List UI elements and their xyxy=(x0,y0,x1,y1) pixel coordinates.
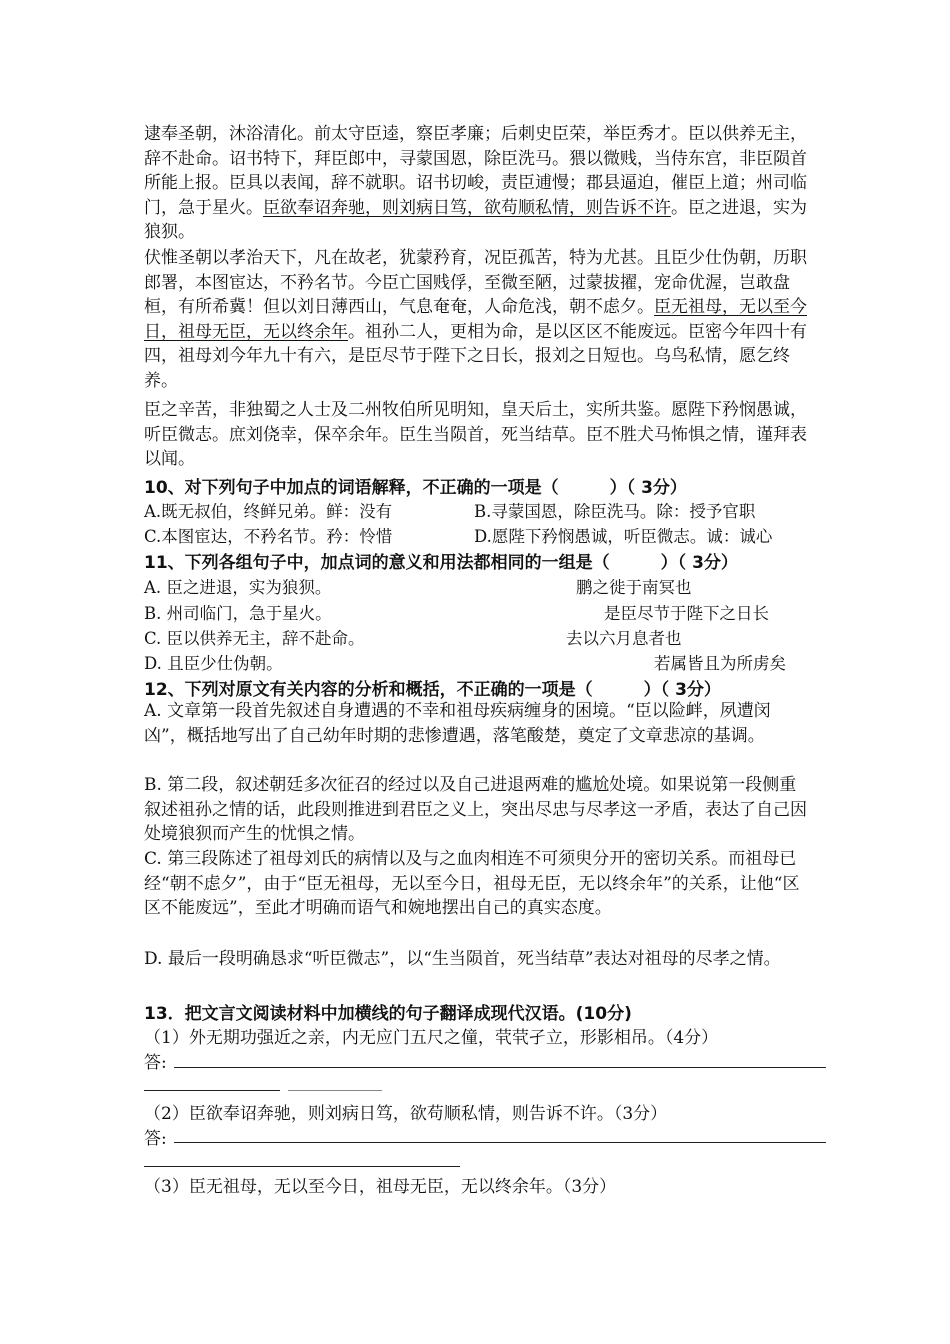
q12-option-a: A. 文章第一段首先叙述自身遭遇的不幸和祖母疾病缠身的困境。“臣以险衅，夙遭闵凶”，概括地写出了自己幼年时期的悲惨遭遇，落笔酸楚，奠定了文章悲凉的基调。 xyxy=(144,701,771,746)
passage-text: 伏惟圣朝以孝治天下，凡在故老，犹蒙矜育，况臣孤苦，特为尤甚。且臣少仕伪朝，历职郎署，本图宦达，不矜名节。今臣亡国贱俘，至微至陋，过蒙拔擢，宠命优渥，岂敢盘桓，有所希冀！但以刘日薄西山，气息奄奄，人命危浅，朝不虑夕。 xyxy=(144,248,807,318)
answer-line[interactable] xyxy=(174,1142,826,1143)
q13-sentence-2: （2）臣欲奉诏奔驰，则刘病日笃，欲苟顺私情，则告诉不许。（3分） xyxy=(144,1104,668,1124)
option-c: C.本图宦达，不矜名节。矜：怜惜 xyxy=(144,527,393,546)
answer-label: 答: xyxy=(144,1129,167,1149)
option-left: B. 州司临门，急于星火。 xyxy=(144,604,332,623)
option-a: A.既无叔伯，终鲜兄弟。鲜：没有 xyxy=(144,502,393,521)
option-left: D. 且臣少仕伪朝。 xyxy=(144,654,283,673)
answer-line[interactable] xyxy=(144,1166,460,1167)
option-right: 去以六月息者也 xyxy=(566,629,682,648)
option-right: 是臣尽节于陛下之日长 xyxy=(604,604,769,623)
passage-text: 。臣之进退，实为狼狈。 xyxy=(144,197,807,243)
passage-text: 。祖孙二人，更相为命，是以区区不能废远。臣密今年四十有四，祖母刘今年九十有六，是臣尽节于陛下之日长，报刘之日短也。乌鸟私情，愿乞终养。 xyxy=(144,321,807,391)
q12-option-c: C. 第三段陈述了祖母刘氏的病情以及与之血肉相连不可须臾分开的密切关系。而祖母已经“朝不虑夕”，由于“臣无祖母，无以至今日，祖母无臣，无以终余年”的关系，让他“区区不能废远”，至此才明确而语气和婉地摆出自己的真实态度。 xyxy=(144,849,800,919)
q13-sentence-1: （1）外无期功强近之亲，内无应门五尺之僮，茕茕孑立，形影相吊。（4分） xyxy=(144,1028,719,1048)
q12-option-d: D. 最后一段明确恳求“听臣微志”，以“生当陨首，死当结草”表达对祖母的尽孝之情。 xyxy=(144,949,781,969)
option-d: D.愿陛下矜悯愚诚，听臣微志。诚：诚心 xyxy=(474,527,773,546)
passage-paragraph-4: 臣之辛苦，非独蜀之人士及二州牧伯所见明知，皇天后土，实所共鉴。愿陛下矜悯愚诚，听臣微志。庶刘侥幸，保卒余年。臣生当陨首，死当结草。臣不胜犬马怖惧之情，谨拜表以闻。 xyxy=(144,400,807,470)
answer-line[interactable] xyxy=(144,1090,280,1091)
q12-option-b: B. 第二段，叙述朝廷多次征召的经过以及自己进退两难的尴尬处境。如果说第一段侧重叙述祖孙之情的话，此段则推进到君臣之义上，突出尽忠与尽孝这一矛盾，表达了自己因处境狼狈而产生的忧惧之情。 xyxy=(144,775,807,845)
passage-text: 逮奉圣朝，沐浴清化。前太守臣逵，察臣孝廉；后刺史臣荣，举臣秀才。臣以供养无主，辞不赴命。诏书特下，拜臣郎中，寻蒙国恩，除臣洗马。猥以微贱，当侍东宫，非臣陨首所能上报。臣具以表闻，辞不就职。诏书切峻，责臣逋慢；郡县逼迫，催臣上道；州司临门，急于星火。 xyxy=(144,124,807,218)
answer-label: 答: xyxy=(144,1053,167,1073)
option-left: A. 臣之进退，实为狼狈。 xyxy=(144,578,332,597)
option-right: 鹏之徙于南冥也 xyxy=(576,578,692,597)
option-left: C. 臣以供养无主，辞不赴命。 xyxy=(144,629,365,648)
underlined-sentence: 臣欲奉诏奔驰，则刘病日笃，欲苟顺私情，则告诉不许 xyxy=(263,197,671,218)
option-b: B.寻蒙国恩，除臣洗马。除：授予官职 xyxy=(474,502,756,521)
answer-line[interactable] xyxy=(174,1067,826,1068)
passage-paragraph-2 xyxy=(144,122,810,245)
question-13-stem: 13．把文言文阅读材料中加横线的句子翻译成现代汉语。(10分) xyxy=(144,1004,632,1024)
question-10-stem: 10、对下列句子中加点的词语解释，不正确的一项是（ ）（ 3分） xyxy=(144,478,687,498)
underlined-sentence: 臣无祖母，无以至今日，祖母无臣，无以终余年 xyxy=(144,297,807,342)
question-12-stem: 12、下列对原文有关内容的分析和概括，不正确的一项是（ ）（ 3分） xyxy=(144,680,721,700)
passage-paragraph-3 xyxy=(144,246,810,394)
option-right: 若属皆且为所虏矣 xyxy=(654,654,786,673)
answer-line[interactable] xyxy=(288,1090,382,1091)
question-11-stem: 11、下列各组句子中，加点词的意义和用法都相同的一组是（ ）（ 3分） xyxy=(144,553,738,573)
q13-sentence-3: （3）臣无祖母，无以至今日，祖母无臣，无以终余年。（3分） xyxy=(144,1177,617,1197)
